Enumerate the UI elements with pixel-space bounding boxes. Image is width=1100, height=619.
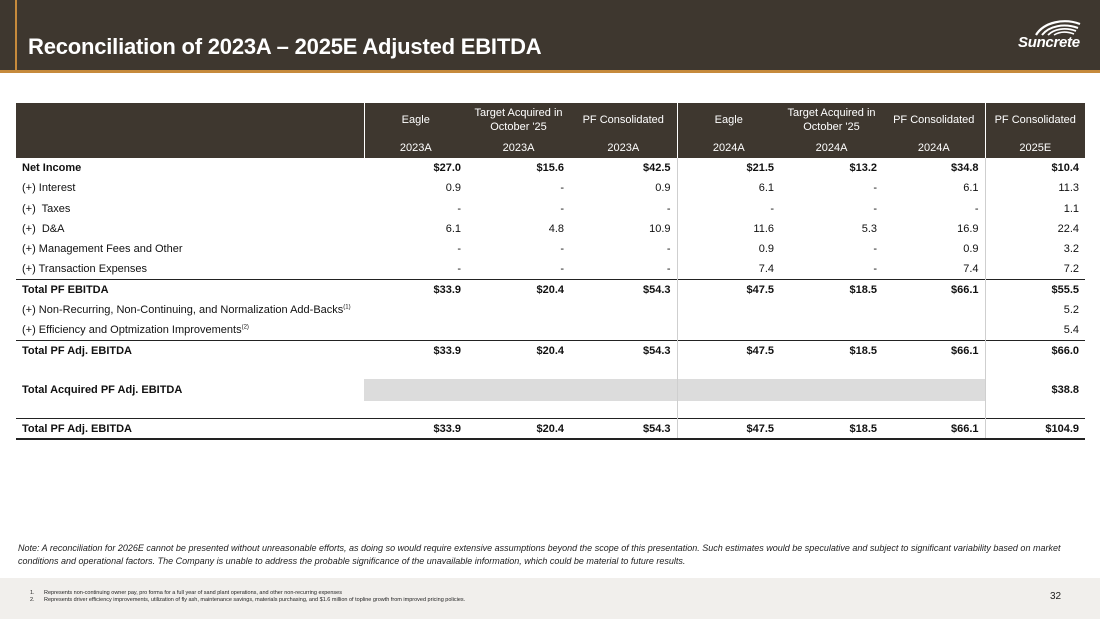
table-cell — [780, 379, 883, 401]
table-cell: - — [560, 263, 564, 276]
table-cell — [364, 320, 467, 340]
table-cell: 11.3 — [985, 178, 1085, 198]
col-header-entity: Target Acquired in October '25 — [780, 103, 883, 137]
spacer-cell — [364, 401, 467, 419]
spacer-cell — [883, 361, 985, 379]
table-cell — [883, 300, 985, 320]
table-cell: $20.4 — [467, 280, 570, 300]
table-cell: $66.1 — [883, 280, 985, 300]
footnote-marker: (1) — [343, 304, 351, 311]
title-bar-rule — [0, 70, 1100, 73]
col-header-period: 2023A — [570, 137, 677, 158]
table-spacer-row — [16, 361, 1085, 379]
table-cell: 7.2 — [985, 259, 1085, 279]
col-header-entity: PF Consolidated — [883, 103, 985, 137]
row-label: (+) Non-Recurring, Non-Continuing, and Normalization Add-Backs — [22, 304, 344, 317]
table-cell — [677, 300, 780, 320]
table-cell: $33.9 — [364, 341, 467, 361]
table-cell — [780, 300, 883, 320]
table-cell: $54.3 — [570, 280, 677, 300]
table-cell: $38.8 — [985, 379, 1085, 401]
table-cell: 22.4 — [985, 219, 1085, 239]
table-cell: 5.2 — [985, 300, 1085, 320]
table-row — [16, 259, 1085, 279]
table-cell: 0.9 — [445, 182, 461, 195]
footnote-item — [30, 590, 465, 597]
table-cell: $18.5 — [780, 419, 883, 439]
page-number: 32 — [1050, 591, 1062, 602]
table-cell: 4.8 — [548, 223, 564, 236]
table-row — [16, 219, 1085, 239]
table-row-grand-total — [16, 419, 1085, 439]
col-header-entity: PF Consolidated — [570, 103, 677, 137]
table-cell: - — [560, 202, 564, 215]
spacer-cell — [570, 401, 677, 419]
row-label: Total PF Adj. EBITDA — [16, 341, 364, 361]
spacer-cell — [677, 401, 780, 419]
suncrete-logo — [1018, 18, 1092, 54]
table-cell: $54.3 — [570, 341, 677, 361]
table-cell: - — [873, 182, 877, 195]
table-cell: $104.9 — [985, 419, 1085, 439]
table-row-total — [16, 341, 1085, 361]
col-header-entity: Target Acquired in October '25 — [467, 103, 570, 137]
col-header-entity: Eagle — [677, 103, 780, 137]
table-cell: $47.5 — [677, 280, 780, 300]
table-cell: - — [666, 263, 671, 276]
ebitda-reconciliation-table — [16, 103, 1085, 440]
table-cell: 3.2 — [985, 239, 1085, 259]
table-cell — [467, 300, 570, 320]
spacer-cell — [780, 361, 883, 379]
table-cell: 1.1 — [985, 199, 1085, 219]
table-row — [16, 178, 1085, 198]
table-cell: 11.6 — [677, 219, 780, 239]
table-cell: - — [873, 263, 877, 276]
table-cell: 10.9 — [649, 223, 671, 236]
table-cell: $33.9 — [364, 280, 467, 300]
row-label-cell — [16, 300, 364, 320]
table-cell: $42.5 — [642, 162, 671, 175]
table-cell: $10.4 — [985, 158, 1085, 178]
table-cell: 6.1 — [963, 182, 979, 195]
disclaimer-note: Note: A reconciliation for 2026E cannot be presented without unreasonable efforts, as doing so would require extensive assumptions beyond the scope of this presentation. Such estimates would be speculative and subject to significant variability based on market conditions and operational factors. The Company is unable to address the probable significance of the unavailable information, which could be material to future results. — [18, 543, 1061, 566]
table-cell: - — [560, 182, 564, 195]
spacer-cell — [16, 401, 364, 419]
col-header-period: 2024A — [883, 137, 985, 158]
table-spacer-row — [16, 401, 1085, 419]
spacer-cell — [780, 401, 883, 419]
spacer-cell — [985, 361, 1085, 379]
table-cell — [883, 320, 985, 340]
row-label: (+) Efficiency and Optmization Improvements — [22, 324, 242, 337]
spacer-cell — [467, 401, 570, 419]
table-cell — [780, 320, 883, 340]
spacer-cell — [364, 361, 467, 379]
table-cell — [883, 379, 985, 401]
table-cell — [570, 300, 677, 320]
table-cell: 6.1 — [677, 178, 780, 198]
table-cell — [364, 300, 467, 320]
row-label: Total Acquired PF Adj. EBITDA — [22, 383, 183, 396]
table-cell: 0.9 — [963, 243, 979, 256]
footnote-text: Represents non-continuing owner pay, pro forma for a full year of sand plant operations, and other non-recurring expenses — [44, 590, 342, 596]
logo-text: Suncrete — [1018, 34, 1080, 51]
table-cell: $47.5 — [677, 341, 780, 361]
title-bar-accent — [15, 0, 17, 70]
table-cell: $13.2 — [849, 162, 877, 175]
table-cell: - — [457, 202, 461, 215]
table-cell: $33.9 — [364, 419, 467, 439]
row-label: (+) Taxes — [22, 202, 71, 215]
row-label: Total PF EBITDA — [16, 280, 364, 300]
table-cell: $18.5 — [780, 280, 883, 300]
table-cell: - — [560, 243, 564, 256]
table-cell: 16.9 — [957, 223, 979, 236]
table-cell — [364, 379, 467, 401]
table-cell: - — [974, 202, 979, 215]
table-cell: 5.4 — [985, 320, 1085, 340]
table-cell: $15.6 — [536, 162, 564, 175]
table-cell: $55.5 — [985, 280, 1085, 300]
col-header-period: 2023A — [467, 137, 570, 158]
table-cell: $54.3 — [570, 419, 677, 439]
table-cell: $66.0 — [985, 341, 1085, 361]
header-row-periods — [16, 137, 1085, 158]
header-blank — [16, 103, 364, 137]
row-label: (+) Management Fees and Other — [22, 243, 183, 256]
col-header-entity: PF Consolidated — [985, 103, 1085, 137]
table-cell — [570, 379, 677, 401]
table-cell — [467, 379, 570, 401]
spacer-cell — [16, 361, 364, 379]
table-cell: $20.4 — [467, 341, 570, 361]
table-cell: $27.0 — [433, 162, 461, 175]
footnotes — [30, 590, 465, 604]
table-cell: - — [457, 243, 461, 256]
page-title: Reconciliation of 2023A – 2025E Adjusted EBITDA — [28, 34, 542, 59]
spacer-cell — [570, 361, 677, 379]
table-cell — [570, 320, 677, 340]
table-cell: $47.5 — [677, 419, 780, 439]
spacer-cell — [883, 401, 985, 419]
row-label: (+) Transaction Expenses — [22, 263, 148, 276]
table-cell: 0.9 — [655, 182, 671, 195]
table-row-total — [16, 280, 1085, 300]
spacer-cell — [677, 361, 780, 379]
header-row-entities — [16, 103, 1085, 137]
table-cell: $34.8 — [950, 162, 979, 175]
footnote-marker: (2) — [241, 324, 249, 331]
row-label: (+) Interest — [22, 182, 76, 195]
row-label: (+) D&A — [22, 223, 65, 236]
table-cell: - — [873, 243, 877, 256]
table-cell: $66.1 — [883, 419, 985, 439]
table-row — [16, 300, 1085, 320]
spacer-cell — [985, 401, 1085, 419]
table-cell — [467, 320, 570, 340]
table-cell — [677, 379, 780, 401]
table-row — [16, 320, 1085, 340]
table-row — [16, 199, 1085, 219]
table-cell: - — [666, 202, 671, 215]
table-cell: - — [677, 199, 780, 219]
row-label: Net Income — [22, 162, 82, 175]
col-header-entity: Eagle — [364, 103, 467, 137]
table-cell: 5.3 — [861, 223, 877, 236]
footnote-item — [30, 597, 465, 604]
footnote-number: 2. — [30, 597, 35, 603]
table-cell: - — [666, 243, 671, 256]
table-row — [16, 158, 1085, 178]
table-cell — [677, 320, 780, 340]
table-cell: 0.9 — [677, 239, 780, 259]
header-blank — [16, 137, 364, 158]
col-header-period: 2024A — [677, 137, 780, 158]
table-cell: 7.4 — [963, 263, 979, 276]
table-row-acquired — [16, 379, 1085, 401]
col-header-period: 2023A — [364, 137, 467, 158]
col-header-period: 2024A — [780, 137, 883, 158]
table-cell: $21.5 — [677, 158, 780, 178]
table-cell: 7.4 — [677, 259, 780, 279]
row-label-cell — [16, 320, 364, 340]
table-cell: $18.5 — [780, 341, 883, 361]
table-cell: $66.1 — [883, 341, 985, 361]
table-cell: 6.1 — [445, 223, 461, 236]
table-cell: - — [457, 263, 461, 276]
table-cell: - — [873, 202, 877, 215]
row-label: Total PF Adj. EBITDA — [16, 419, 364, 439]
footnote-text: Represents driver efficiency improvements, utilization of fly ash, maintenance savings, materials purchasing, and $1.6 million of topline growth from improved pricing policies. — [44, 597, 466, 603]
footnote-number: 1. — [30, 590, 35, 596]
table-row — [16, 239, 1085, 259]
col-header-period: 2025E — [985, 137, 1085, 158]
spacer-cell — [467, 361, 570, 379]
table-cell: $20.4 — [467, 419, 570, 439]
